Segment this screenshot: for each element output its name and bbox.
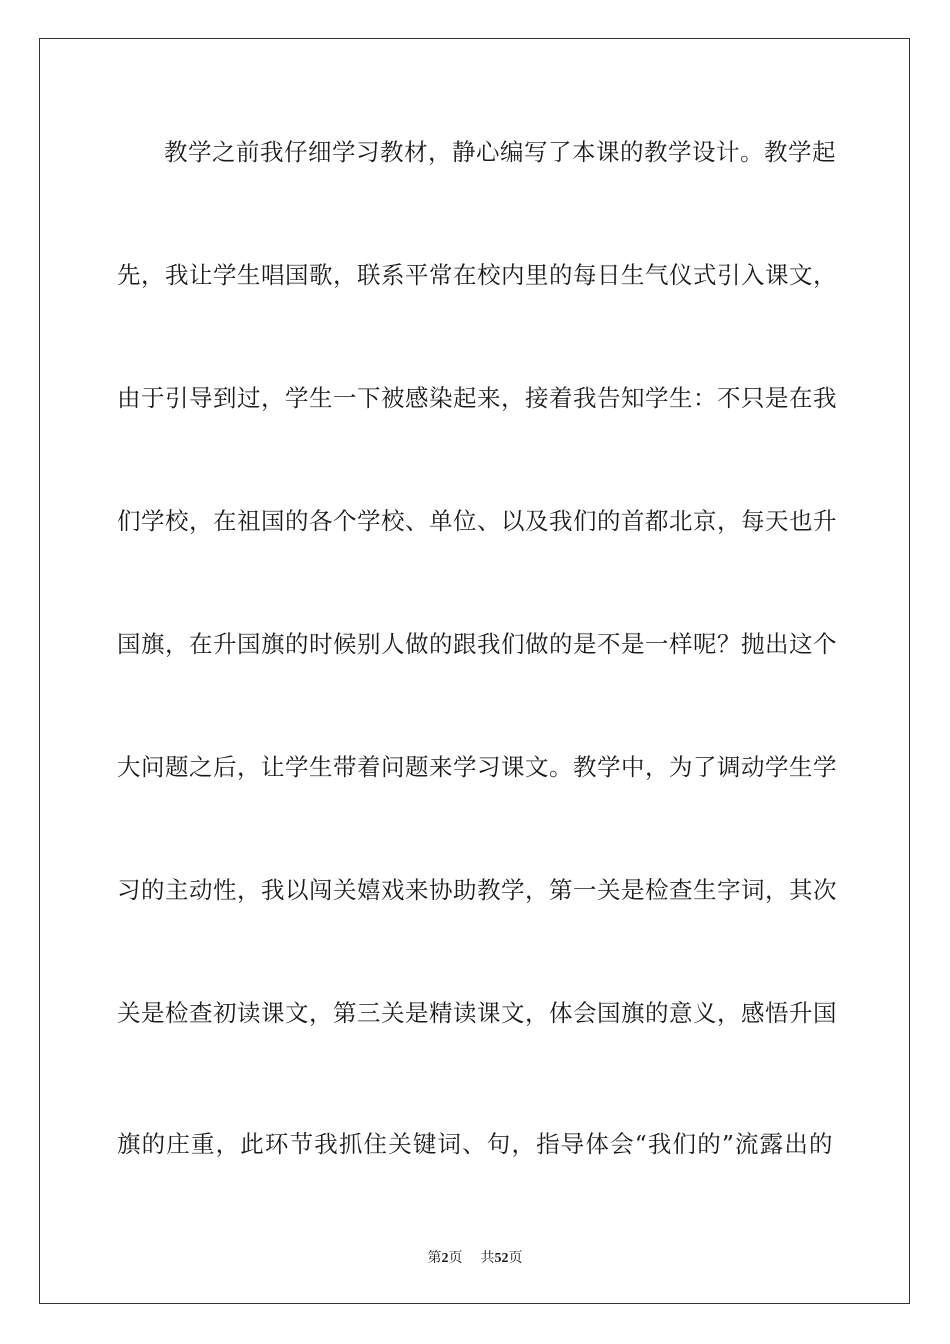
paragraph-line-4: 们学校，在祖国的各个学校、单位、以及我们的首都北京，每天也升 [117,507,837,535]
paragraph-line-6: 大问题之后，让学生带着问题来学习课文。教学中，为了调动学生学 [117,753,837,781]
paragraph-line-1: 教学之前我仔细学习教材，静心编写了本课的教学设计。教学起 [164,138,836,166]
paragraph-line-7: 习的主动性，我以闯关嬉戏来协助教学，第一关是检查生字词，其次 [117,876,837,904]
paragraph-line-9: 旗的庄重，此环节我抓住关键词、句，指导体会“我们的”流露出的 [117,1130,833,1158]
total-prefix: 共 [480,1250,495,1266]
page-border [39,38,910,1304]
page-suffix: 页 [448,1250,463,1266]
paragraph-line-2: 先，我让学生唱国歌，联系平常在校内里的每日生气仪式引入课文， [117,261,837,289]
paragraph-line-5: 国旗，在升国旗的时候别人做的跟我们做的是不是一样呢？抛出这个 [117,630,837,658]
paragraph-line-3: 由于引导到过，学生一下被感染起来，接着我告知学生：不只是在我 [117,384,837,412]
total-suffix: 页 [508,1250,523,1266]
paragraph-line-8: 关是检查初读课文，第三关是精读课文，体会国旗的意义，感悟升国 [117,999,837,1027]
page-prefix: 第 [427,1250,442,1266]
page-number: 2 [441,1251,449,1266]
page-footer [0,1248,950,1269]
total-pages: 52 [494,1251,509,1266]
